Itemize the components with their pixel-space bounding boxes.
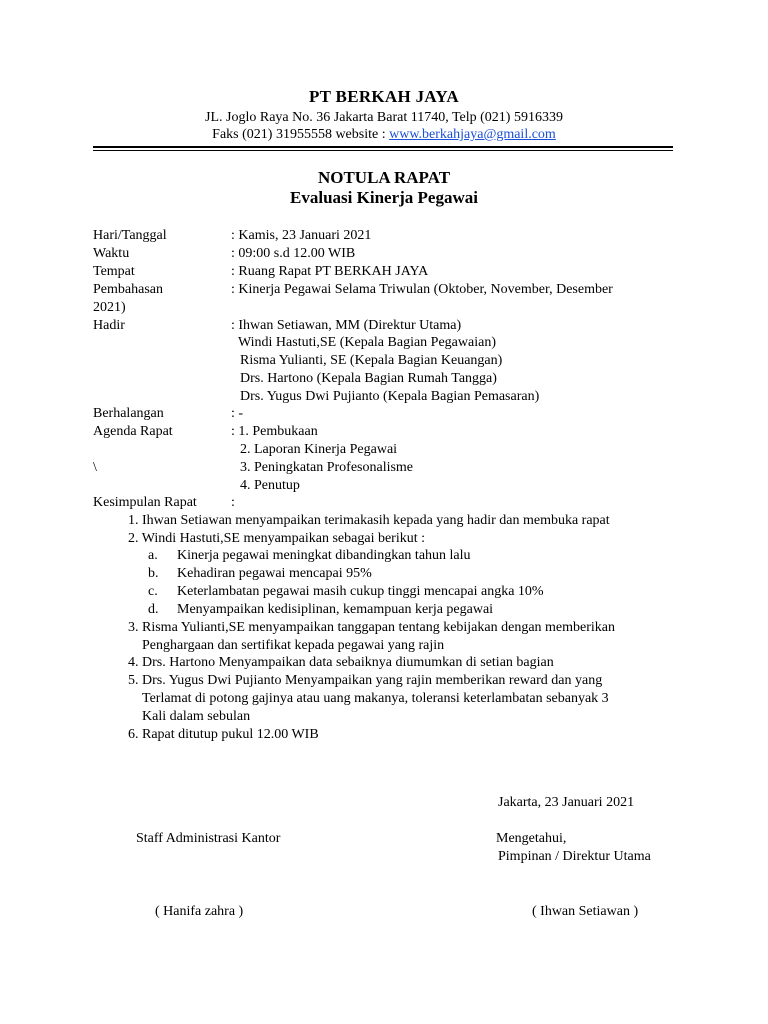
left-signer-role: Staff Administrasi Kantor xyxy=(136,831,281,846)
absent-value: : - xyxy=(231,406,244,421)
topic-value: : Kinerja Pegawai Selama Triwulan (Oktober, November, Desember xyxy=(231,282,613,297)
conclusion-colon: : xyxy=(231,495,235,510)
place-label: Tempat xyxy=(93,264,135,279)
conclusion-label: Kesimpulan Rapat xyxy=(93,495,197,510)
attendee-5: Drs. Yugus Dwi Pujianto (Kepala Bagian Pemasaran) xyxy=(240,389,540,404)
sub-item-d-letter: d. xyxy=(148,602,159,617)
sub-item-b-letter: b. xyxy=(148,566,159,581)
sub-item-d-text: Menyampaikan kedisiplinan, kemampuan kerja pegawai xyxy=(177,602,494,617)
sub-item-a-text: Kinerja pegawai meningkat dibandingkan tahun lalu xyxy=(177,548,471,563)
attendee-1: : Ihwan Setiawan, MM (Direktur Utama) xyxy=(231,318,462,333)
header-rule-thin xyxy=(93,150,673,151)
conclusion-item-5-cont: Terlamat di potong gajinya atau uang makanya, toleransi keterlambatan sebanyak 3 xyxy=(142,691,609,706)
agenda-item-4: 4. Penutup xyxy=(240,478,300,493)
topic-label: Pembahasan xyxy=(93,282,163,297)
agenda-item-3: 3. Peningkatan Profesonalisme xyxy=(240,460,414,475)
agenda-label: Agenda Rapat xyxy=(93,424,173,439)
topic-value-cont: 2021) xyxy=(93,300,126,315)
place-date: Jakarta, 23 Januari 2021 xyxy=(498,795,635,810)
document-title: NOTULA RAPAT xyxy=(317,168,451,187)
left-signer-name: ( Hanifa zahra ) xyxy=(155,904,244,919)
attendee-4: Drs. Hartono (Kepala Bagian Rumah Tangga) xyxy=(240,371,497,386)
attendee-3: Risma Yulianti, SE (Kepala Bagian Keuangan) xyxy=(240,353,503,368)
sub-item-a-letter: a. xyxy=(148,548,158,563)
time-value: : 09:00 s.d 12.00 WIB xyxy=(231,246,356,261)
right-signer-intro: Mengetahui, xyxy=(496,831,567,846)
right-signer-name: ( Ihwan Setiawan ) xyxy=(532,904,639,919)
time-label: Waktu xyxy=(93,246,130,261)
conclusion-item-3: 3. Risma Yulianti,SE menyampaikan tanggapan tentang kebijakan dengan memberikan xyxy=(128,620,616,635)
date-value: : Kamis, 23 Januari 2021 xyxy=(231,228,372,243)
attendee-2: Windi Hastuti,SE (Kepala Bagian Pegawaian) xyxy=(238,335,496,350)
company-name: PT BERKAH JAYA xyxy=(308,87,459,106)
sub-item-b-text: Kehadiran pegawai mencapai 95% xyxy=(177,566,372,581)
stray-backslash: \ xyxy=(93,460,97,475)
conclusion-item-4: 4. Drs. Hartono Menyampaikan data sebaiknya diumumkan di setian bagian xyxy=(128,655,554,670)
absent-label: Berhalangan xyxy=(93,406,164,421)
conclusion-item-3-cont: Penghargaan dan sertifikat kepada pegawai yang rajin xyxy=(142,638,445,653)
document-subtitle: Evaluasi Kinerja Pegawai xyxy=(290,188,478,207)
website-link[interactable]: www.berkahjaya@gmail.com xyxy=(389,127,556,142)
conclusion-item-2: 2. Windi Hastuti,SE menyampaikan sebagai berikut : xyxy=(128,531,426,546)
date-label: Hari/Tanggal xyxy=(93,228,167,243)
sub-item-c-text: Keterlambatan pegawai masih cukup tinggi mencapai angka 10% xyxy=(177,584,544,599)
conclusion-item-5: 5. Drs. Yugus Dwi Pujianto Menyampaikan yang rajin memberikan reward dan yang xyxy=(128,673,603,688)
conclusion-item-6: 6. Rapat ditutup pukul 12.00 WIB xyxy=(128,727,319,742)
place-value: : Ruang Rapat PT BERKAH JAYA xyxy=(231,264,429,279)
conclusion-item-1: 1. Ihwan Setiawan menyampaikan terimakasih kepada yang hadir dan membuka rapat xyxy=(128,513,610,528)
fax-text: Faks (021) 31955558 website : xyxy=(212,127,390,142)
agenda-item-1: : 1. Pembukaan xyxy=(231,424,318,439)
right-signer-role: Pimpinan / Direktur Utama xyxy=(498,849,651,864)
agenda-item-2: 2. Laporan Kinerja Pegawai xyxy=(240,442,398,457)
company-address: JL. Joglo Raya No. 36 Jakarta Barat 11740, Telp (021) 5916339 xyxy=(205,110,563,125)
conclusion-item-5-cont2: Kali dalam sebulan xyxy=(142,709,251,724)
sub-item-c-letter: c. xyxy=(148,584,158,599)
attendees-label: Hadir xyxy=(93,318,125,333)
header-rule-thick xyxy=(93,146,673,148)
company-contact xyxy=(0,126,768,144)
